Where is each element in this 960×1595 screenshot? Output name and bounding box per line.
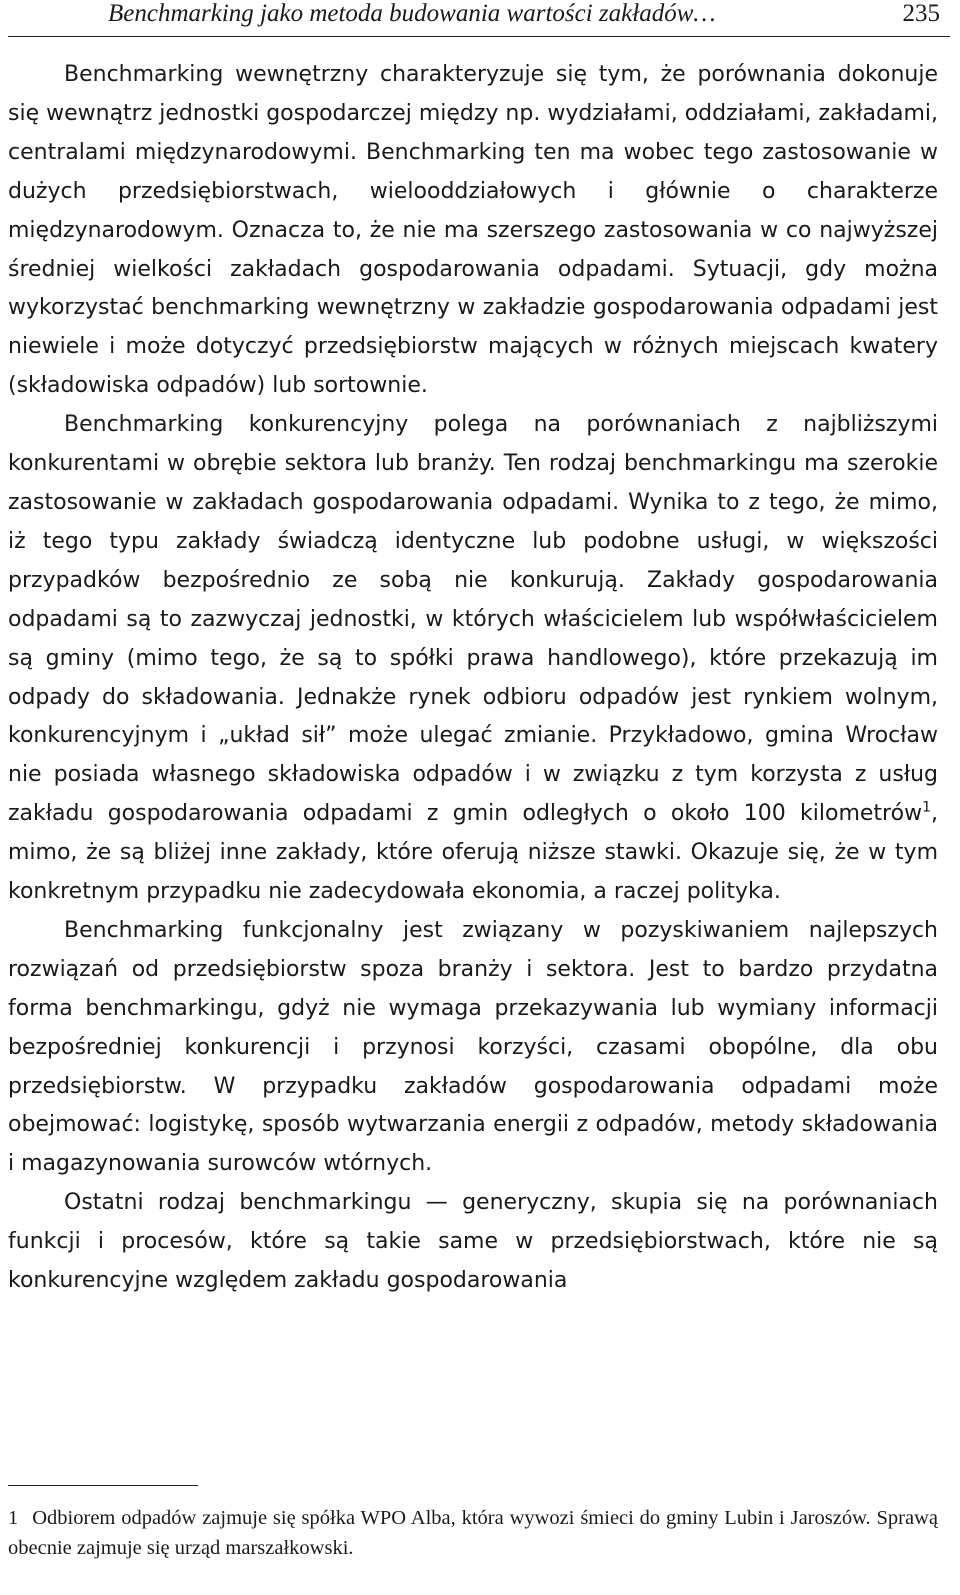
paragraph-generic-benchmarking: Ostatni rodzaj benchmarkingu — generyczny, skupia się na porównaniach funkcji i procesów, które są takie same w przedsiębiorstwach, które nie są konkurencyjne względem zakładu gospodarowania <box>8 1190 938 1294</box>
footnote-text: Odbiorem odpadów zajmuje się spółka WPO Alba, która wywozi śmieci do gminy Lubin i Jaroszów. Sprawą obecnie zajmuje się urząd marszałkowski. <box>8 1507 938 1559</box>
running-title: Benchmarking jako metoda budowania wartości zakładów… <box>108 0 716 27</box>
page-number: 235 <box>902 0 940 27</box>
footnote <box>8 1503 938 1563</box>
paragraph-competitive-benchmarking <box>8 406 938 912</box>
paragraph-text-part: , mimo, że są bliżej inne zakłady, które oferują niższe stawki. Okazuje się, że w tym konkretnym przypadku nie zadecydowała ekonomia, a raczej polityka. <box>8 801 938 905</box>
footnote-marker: 1 <box>8 1507 19 1529</box>
paragraph-internal-benchmarking: Benchmarking wewnętrzny charakteryzuje się tym, że porównania dokonuje się wewnątrz jednostki gospodarczej między np. wydziałami, oddziałami, zakładami, centralami międzynarodowymi. Benchmarking ten ma wobec tego zastosowanie w dużych przedsiębiorstwach, wielooddziałowych i głównie o charakterze międzynarodowym. Oznacza to, że nie ma szerszego zastosowania w co najwyższej średniej wielkości zakładach gospodarowania odpadami. Sytuacji, gdy można wykorzystać benchmarking wewnętrzny w zakładzie gospodarowania odpadami jest niewiele i może dotyczyć przedsiębiorstw mających w różnych miejscach kwatery (składowiska odpadów) lub sortownie. <box>8 62 938 399</box>
paragraph-functional-benchmarking: Benchmarking funkcjonalny jest związany w pozyskiwaniem najlepszych rozwiązań od przedsiębiorstw spoza branży i sektora. Jest to bardzo przydatna forma benchmarkingu, gdyż nie wymaga przekazywania lub wymiany informacji bezpośredniej konkurencji i przynosi korzyści, czasami obopólne, dla obu przedsiębiorstw. W przypadku zakładów gospodarowania odpadami może obejmować: logistykę, sposób wytwarzania energii z odpadów, metody składowania i magazynowania surowców wtórnych. <box>8 917 938 1177</box>
footnote-reference[interactable]: 1 <box>922 799 931 816</box>
footnote-separator <box>8 1485 198 1486</box>
paragraph-text-part: Benchmarking konkurencyjny polega na porównaniach z najbliższymi konkurentami w obrębie sektora lub branży. Ten rodzaj benchmarkingu ma szerokie zastosowanie w zakładach gospodarowania odpadami. Wynika to z tego, że mimo, iż tego typu zakłady świadczą identyczne lub podobne usługi, w większości przypadków bezpośrednio ze sobą nie konkurują. Zakłady gospodarowania odpadami są to zazwyczaj jednostki, w których właścicielem lub współwłaścicielem są gminy (mimo tego, że są to spółki prawa handlowego), które przekazują im odpady do składowania. Jednakże rynek odbioru odpadów jest rynkiem wolnym, konkurencyjnym i „układ sił” może ulegać zmianie. Przykładowo, gmina Wrocław nie posiada własnego składowiska odpadów i w związku z tym korzysta z usług zakładu gospodarowania odpadami z gmin odległych o około 100 kilometrów <box>8 412 938 827</box>
running-header <box>8 0 950 37</box>
main-text <box>8 56 938 1301</box>
